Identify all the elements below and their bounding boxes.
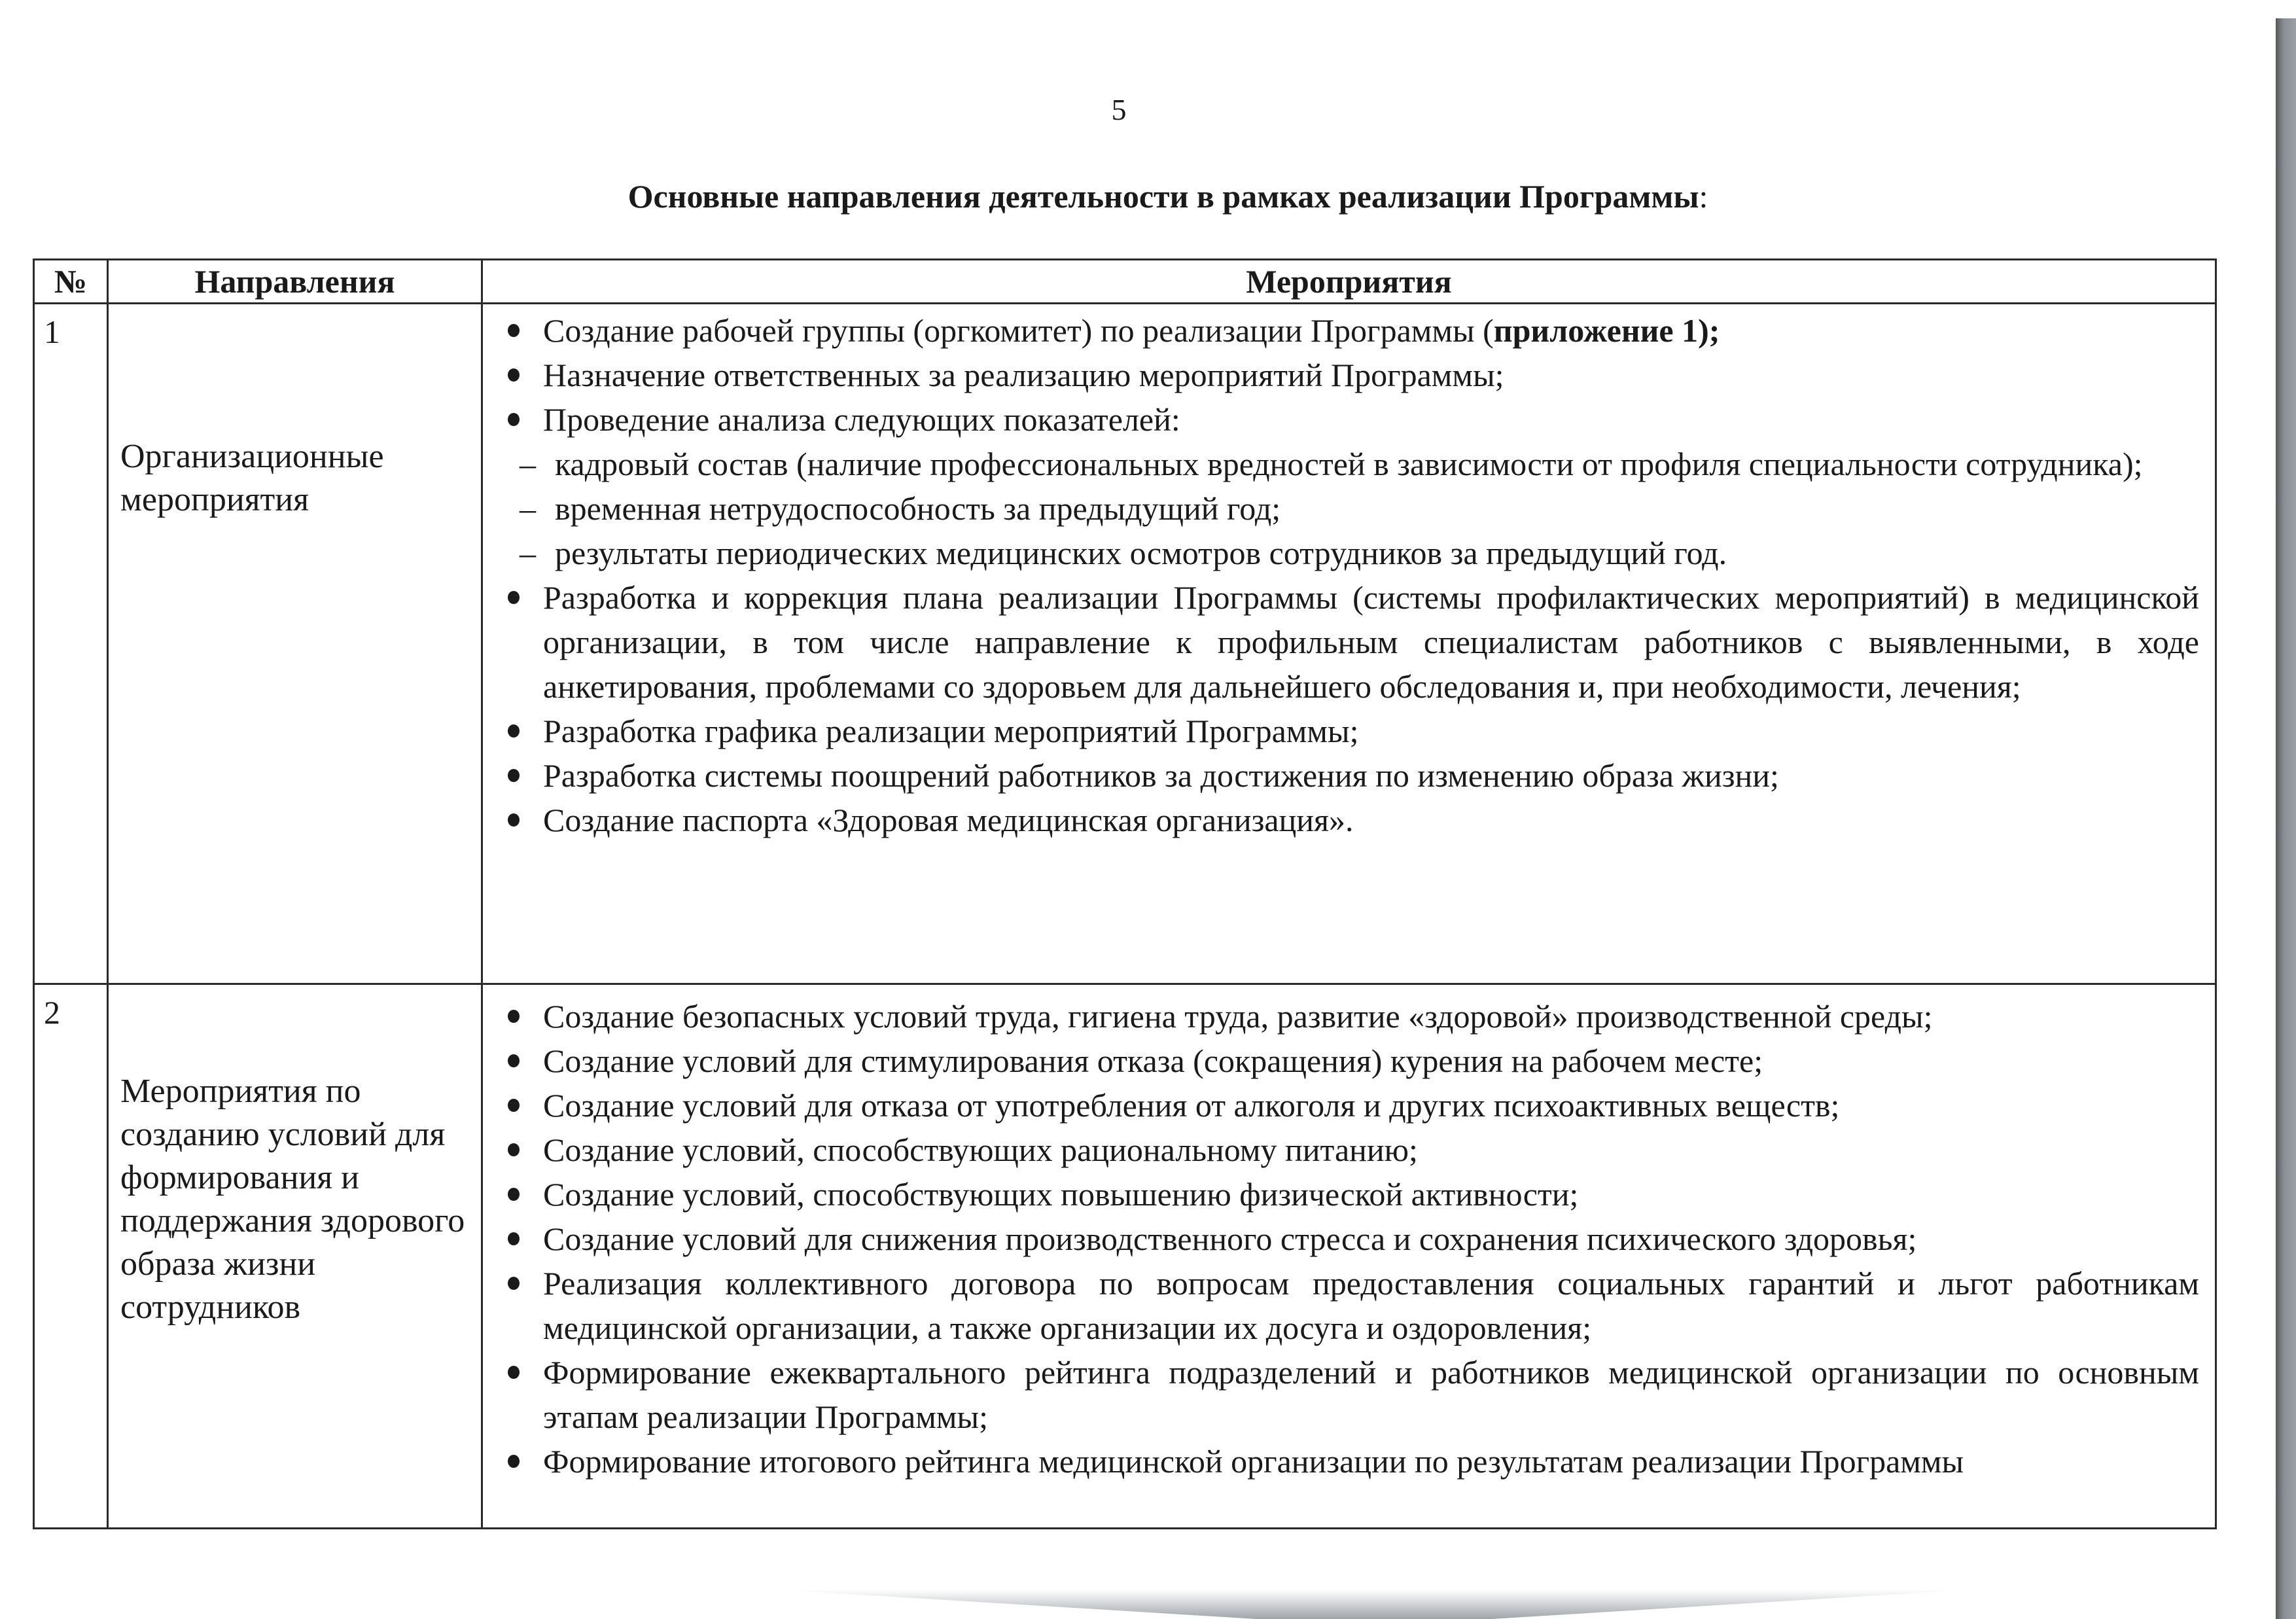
list-item — [496, 353, 2199, 397]
bullet-icon — [508, 724, 520, 738]
item-text: Создание условий для отказа от употребления от алкоголя и других психоактивных веществ; — [543, 1087, 1840, 1124]
table-row — [34, 304, 2216, 984]
list-item — [496, 753, 2199, 798]
scanner-bottom-shadow — [785, 1590, 1963, 1619]
activities-list — [496, 994, 2199, 1484]
bullet-icon — [508, 413, 520, 426]
bullet-icon — [508, 368, 520, 382]
item-text: Создание паспорта «Здоровая медицинская организация». — [543, 802, 1354, 838]
sub-item — [496, 531, 2199, 575]
item-text: Формирование итогового рейтинга медицинской организации по результатам реализации Программы — [543, 1443, 1964, 1480]
dash-icon: – — [520, 490, 536, 527]
row-number: 1 — [34, 304, 108, 984]
dash-icon: – — [520, 535, 536, 571]
page-title-text: Основные направления деятельности в рамках реализации Программы — [627, 178, 1699, 215]
list-item — [496, 308, 2199, 353]
list-item — [496, 994, 2199, 1039]
page-number: 5 — [1111, 93, 1127, 126]
item-text: Создание условий, способствующих повышению физической активности; — [543, 1176, 1579, 1213]
direction-cell — [108, 984, 482, 1529]
bullet-icon — [508, 591, 520, 604]
item-text: Назначение ответственных за реализацию мероприятий Программы; — [543, 357, 1504, 393]
list-item — [496, 1128, 2199, 1172]
list-item — [496, 1350, 2199, 1439]
item-text: Создание рабочей группы (оргкомитет) по реализации Программы ( — [543, 312, 1494, 349]
sub-item — [496, 442, 2199, 486]
list-item — [496, 575, 2199, 709]
sub-item — [496, 486, 2199, 531]
bullet-icon — [508, 1143, 520, 1156]
table-row — [34, 984, 2216, 1529]
bullet-icon — [508, 769, 520, 782]
bullet-icon — [508, 1054, 520, 1067]
item-text: Создание условий для стимулирования отказа (сокращения) курения на рабочем месте; — [543, 1042, 1763, 1079]
sub-list — [496, 442, 2199, 575]
sub-item-text: кадровый состав (наличие профессиональных вредностей в зависимости от профиля специальности сотрудника); — [555, 446, 2143, 482]
list-item — [496, 1039, 2199, 1083]
page-title-colon: : — [1699, 178, 1708, 215]
list-item — [496, 1172, 2199, 1217]
dash-icon: – — [520, 446, 536, 482]
header-num: № — [34, 260, 108, 304]
activities-cell — [482, 304, 2216, 984]
activities-table — [33, 258, 2217, 1529]
list-item — [496, 1083, 2199, 1128]
item-bold-text: приложение 1); — [1493, 312, 1720, 349]
list-item — [496, 709, 2199, 753]
scanner-edge-shadow — [2276, 18, 2296, 1619]
direction-cell — [108, 304, 482, 984]
row-number: 2 — [34, 984, 108, 1529]
list-item — [496, 1261, 2199, 1350]
item-text: Создание условий для снижения производственного стресса и сохранения психического здоровья; — [543, 1220, 1917, 1257]
header-activities: Мероприятия — [482, 260, 2216, 304]
item-text: Реализация коллективного договора по вопросам предоставления социальных гарантий и льгот работникам медицинской организации, а также организации их досуга и оздоровления; — [543, 1265, 2199, 1346]
list-item — [496, 397, 2199, 442]
page-title — [0, 175, 2296, 217]
header-direction: Направления — [108, 260, 482, 304]
direction-text: Организационные мероприятия — [120, 438, 384, 518]
bullet-icon — [508, 1366, 520, 1379]
bullet-icon — [508, 1277, 520, 1290]
sub-item-text: результаты периодических медицинских осмотров сотрудников за предыдущий год. — [555, 535, 1727, 571]
item-text: Создание условий, способствующих рациональному питанию; — [543, 1131, 1418, 1168]
bullet-icon — [508, 1232, 520, 1245]
sub-item-text: временная нетрудоспособность за предыдущий год; — [555, 490, 1281, 527]
item-text: Создание безопасных условий труда, гигиена труда, развитие «здоровой» производственной среды; — [543, 998, 1933, 1035]
bullet-icon — [508, 324, 520, 337]
activities-cell — [482, 984, 2216, 1529]
bullet-icon — [508, 813, 520, 827]
bullet-icon — [508, 1099, 520, 1112]
activities-list — [496, 308, 2199, 442]
list-item — [496, 798, 2199, 842]
item-text: Проведение анализа следующих показателей: — [543, 401, 1180, 438]
item-text: Разработка системы поощрений работников за достижения по изменению образа жизни; — [543, 757, 1779, 794]
table-header-row — [34, 260, 2216, 304]
bullet-icon — [508, 1010, 520, 1023]
activities-list-continued — [496, 575, 2199, 842]
bullet-icon — [508, 1455, 520, 1468]
item-text: Формирование ежеквартального рейтинга подразделений и работников медицинской организации по основным этапам реализации Программы; — [543, 1354, 2199, 1435]
list-item — [496, 1217, 2199, 1261]
item-text: Разработка и коррекция плана реализации Программы (системы профилактических мероприятий) в медицинской организации, в том числе направление к профильным специалистам работников с выявленными, в ходе анкетирования, проблемами со здоровьем для дальнейшего обследования и, при необходимости, лечения; — [543, 579, 2199, 705]
item-text: Разработка графика реализации мероприятий Программы; — [543, 713, 1359, 749]
bullet-icon — [508, 1188, 520, 1201]
direction-text: Мероприятия по созданию условий для формирования и поддержания здорового образа жизни сотрудников — [120, 1073, 465, 1326]
list-item — [496, 1439, 2199, 1484]
